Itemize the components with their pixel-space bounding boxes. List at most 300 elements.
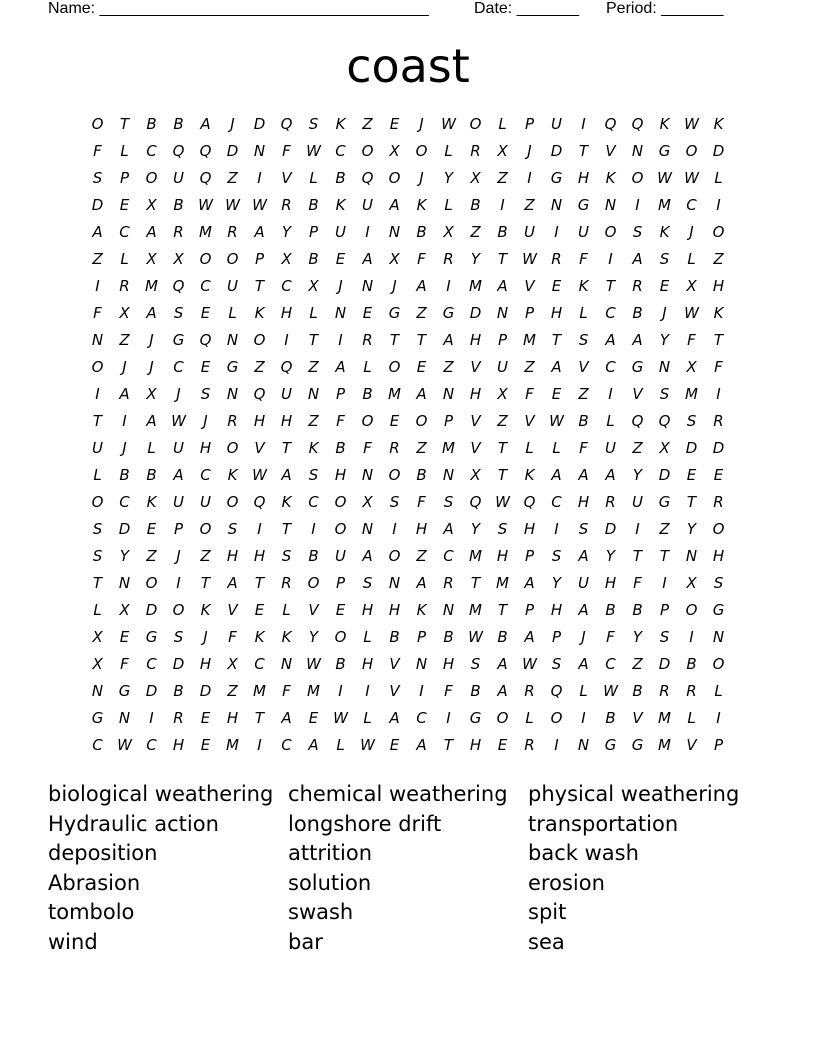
grid-letter[interactable]: G: [550, 169, 563, 187]
grid-letter[interactable]: J: [176, 547, 181, 565]
grid-letter[interactable]: S: [281, 547, 292, 565]
grid-letter[interactable]: V: [470, 358, 481, 376]
grid-letter[interactable]: M: [469, 277, 482, 295]
grid-letter[interactable]: E: [254, 601, 265, 619]
grid-letter[interactable]: C: [686, 196, 697, 214]
grid-letter[interactable]: X: [389, 250, 400, 268]
grid-letter[interactable]: G: [118, 682, 131, 700]
grid-letter[interactable]: W: [522, 250, 537, 268]
grid-letter[interactable]: H: [550, 601, 563, 619]
grid-letter[interactable]: L: [363, 358, 372, 376]
grid-letter[interactable]: A: [200, 115, 211, 133]
grid-letter[interactable]: F: [444, 682, 453, 700]
grid-letter[interactable]: Y: [551, 574, 562, 592]
grid-letter[interactable]: R: [632, 277, 643, 295]
grid-letter[interactable]: M: [469, 601, 482, 619]
grid-letter[interactable]: H: [361, 655, 374, 673]
grid-letter[interactable]: B: [362, 385, 373, 403]
grid-letter[interactable]: T: [605, 277, 616, 295]
grid-letter[interactable]: T: [713, 331, 724, 349]
grid-letter[interactable]: N: [496, 304, 509, 322]
grid-letter[interactable]: B: [416, 223, 427, 241]
grid-letter[interactable]: O: [604, 223, 617, 241]
grid-letter[interactable]: T: [470, 574, 481, 592]
grid-letter[interactable]: O: [91, 115, 104, 133]
grid-letter[interactable]: Z: [119, 331, 130, 349]
grid-letter[interactable]: N: [550, 196, 563, 214]
grid-letter[interactable]: C: [335, 142, 346, 160]
grid-letter[interactable]: T: [281, 520, 292, 538]
grid-letter[interactable]: Q: [199, 142, 212, 160]
grid-letter[interactable]: T: [254, 574, 265, 592]
grid-letter[interactable]: P: [524, 115, 535, 133]
grid-letter[interactable]: Z: [578, 385, 589, 403]
grid-letter[interactable]: P: [254, 250, 265, 268]
grid-letter[interactable]: P: [119, 169, 130, 187]
grid-letter[interactable]: I: [527, 169, 532, 187]
grid-letter[interactable]: D: [118, 520, 131, 538]
grid-letter[interactable]: Z: [254, 358, 265, 376]
grid-letter[interactable]: P: [551, 628, 562, 646]
grid-letter[interactable]: D: [253, 115, 266, 133]
grid-letter[interactable]: S: [497, 520, 508, 538]
grid-letter[interactable]: Y: [632, 466, 643, 484]
grid-letter[interactable]: S: [578, 520, 589, 538]
grid-letter[interactable]: G: [145, 628, 158, 646]
grid-letter[interactable]: L: [687, 709, 696, 727]
grid-letter[interactable]: O: [91, 358, 104, 376]
grid-letter[interactable]: O: [712, 655, 725, 673]
grid-letter[interactable]: G: [577, 196, 590, 214]
grid-letter[interactable]: H: [712, 277, 725, 295]
grid-letter[interactable]: K: [659, 115, 670, 133]
grid-letter[interactable]: Z: [443, 358, 454, 376]
grid-letter[interactable]: R: [443, 250, 454, 268]
grid-letter[interactable]: C: [200, 277, 211, 295]
grid-letter[interactable]: B: [308, 196, 319, 214]
grid-letter[interactable]: B: [173, 196, 184, 214]
grid-letter[interactable]: I: [257, 520, 262, 538]
grid-letter[interactable]: M: [253, 682, 266, 700]
grid-letter[interactable]: Q: [199, 169, 212, 187]
grid-letter[interactable]: V: [605, 142, 616, 160]
grid-letter[interactable]: C: [605, 304, 616, 322]
grid-letter[interactable]: A: [632, 250, 643, 268]
grid-letter[interactable]: J: [662, 304, 667, 322]
grid-letter[interactable]: W: [684, 115, 699, 133]
grid-letter[interactable]: B: [605, 709, 616, 727]
grid-letter[interactable]: M: [442, 439, 455, 457]
grid-letter[interactable]: E: [389, 736, 400, 754]
grid-letter[interactable]: E: [389, 115, 400, 133]
grid-letter[interactable]: R: [281, 574, 292, 592]
grid-letter[interactable]: O: [496, 709, 509, 727]
grid-letter[interactable]: U: [281, 385, 292, 403]
grid-letter[interactable]: R: [470, 142, 481, 160]
grid-letter[interactable]: I: [365, 223, 370, 241]
grid-letter[interactable]: D: [226, 142, 239, 160]
grid-letter[interactable]: N: [442, 601, 455, 619]
grid-letter[interactable]: J: [203, 628, 208, 646]
grid-letter[interactable]: T: [281, 439, 292, 457]
grid-letter[interactable]: C: [200, 466, 211, 484]
grid-letter[interactable]: R: [173, 223, 184, 241]
grid-letter[interactable]: X: [146, 385, 157, 403]
grid-letter[interactable]: M: [307, 682, 320, 700]
grid-letter[interactable]: B: [173, 115, 184, 133]
grid-letter[interactable]: W: [306, 142, 321, 160]
grid-letter[interactable]: U: [551, 115, 562, 133]
grid-letter[interactable]: V: [470, 412, 481, 430]
grid-letter[interactable]: Z: [227, 169, 238, 187]
grid-letter[interactable]: H: [442, 655, 455, 673]
grid-letter[interactable]: I: [689, 628, 694, 646]
grid-letter[interactable]: Y: [659, 331, 670, 349]
grid-letter[interactable]: T: [254, 709, 265, 727]
grid-letter[interactable]: Z: [146, 547, 157, 565]
grid-letter[interactable]: D: [658, 466, 671, 484]
grid-letter[interactable]: K: [254, 304, 265, 322]
grid-letter[interactable]: K: [335, 115, 346, 133]
grid-letter[interactable]: I: [608, 385, 613, 403]
grid-letter[interactable]: S: [578, 331, 589, 349]
grid-letter[interactable]: T: [416, 331, 427, 349]
grid-letter[interactable]: D: [469, 304, 482, 322]
grid-letter[interactable]: F: [714, 358, 723, 376]
grid-letter[interactable]: B: [605, 601, 616, 619]
grid-letter[interactable]: V: [389, 655, 400, 673]
grid-letter[interactable]: Y: [632, 628, 643, 646]
grid-letter[interactable]: O: [145, 574, 158, 592]
grid-letter[interactable]: F: [417, 493, 426, 511]
grid-letter[interactable]: W: [441, 115, 456, 133]
grid-letter[interactable]: A: [173, 466, 184, 484]
grid-letter[interactable]: G: [442, 304, 455, 322]
grid-letter[interactable]: A: [524, 628, 535, 646]
grid-letter[interactable]: X: [362, 493, 373, 511]
grid-letter[interactable]: T: [92, 574, 103, 592]
grid-letter[interactable]: A: [605, 466, 616, 484]
grid-letter[interactable]: P: [524, 304, 535, 322]
grid-letter[interactable]: E: [659, 277, 670, 295]
grid-letter[interactable]: W: [549, 412, 564, 430]
grid-letter[interactable]: I: [176, 574, 181, 592]
grid-letter[interactable]: J: [419, 169, 424, 187]
grid-letter[interactable]: J: [419, 115, 424, 133]
grid-letter[interactable]: E: [335, 601, 346, 619]
grid-letter[interactable]: H: [469, 736, 482, 754]
grid-letter[interactable]: S: [308, 115, 319, 133]
grid-letter[interactable]: U: [227, 277, 238, 295]
grid-letter[interactable]: Q: [361, 169, 374, 187]
grid-letter[interactable]: Z: [524, 196, 535, 214]
grid-letter[interactable]: S: [227, 520, 238, 538]
grid-letter[interactable]: X: [92, 655, 103, 673]
grid-letter[interactable]: W: [306, 655, 321, 673]
grid-letter[interactable]: N: [388, 223, 401, 241]
grid-letter[interactable]: I: [554, 520, 559, 538]
grid-letter[interactable]: U: [497, 358, 508, 376]
grid-letter[interactable]: G: [631, 736, 644, 754]
grid-letter[interactable]: L: [147, 439, 156, 457]
grid-letter[interactable]: A: [146, 304, 157, 322]
grid-letter[interactable]: E: [200, 358, 211, 376]
grid-letter[interactable]: F: [579, 439, 588, 457]
grid-letter[interactable]: N: [91, 331, 104, 349]
grid-letter[interactable]: L: [606, 412, 615, 430]
grid-letter[interactable]: K: [254, 628, 265, 646]
grid-letter[interactable]: P: [443, 412, 454, 430]
grid-letter[interactable]: J: [230, 115, 235, 133]
grid-letter[interactable]: J: [122, 439, 127, 457]
grid-letter[interactable]: T: [389, 331, 400, 349]
grid-letter[interactable]: W: [468, 628, 483, 646]
grid-letter[interactable]: F: [228, 628, 237, 646]
grid-letter[interactable]: W: [225, 196, 240, 214]
grid-letter[interactable]: N: [577, 736, 590, 754]
grid-letter[interactable]: E: [416, 358, 427, 376]
grid-letter[interactable]: D: [145, 682, 158, 700]
grid-letter[interactable]: R: [524, 736, 535, 754]
grid-letter[interactable]: V: [632, 709, 643, 727]
grid-letter[interactable]: G: [631, 358, 644, 376]
grid-letter[interactable]: R: [659, 682, 670, 700]
grid-letter[interactable]: N: [712, 628, 725, 646]
grid-letter[interactable]: A: [578, 547, 589, 565]
grid-letter[interactable]: M: [496, 574, 509, 592]
grid-letter[interactable]: D: [550, 142, 563, 160]
grid-letter[interactable]: W: [495, 493, 510, 511]
grid-letter[interactable]: I: [608, 250, 613, 268]
grid-letter[interactable]: R: [443, 574, 454, 592]
grid-letter[interactable]: O: [361, 142, 374, 160]
grid-letter[interactable]: H: [496, 547, 509, 565]
grid-letter[interactable]: X: [146, 196, 157, 214]
grid-letter[interactable]: A: [146, 412, 157, 430]
grid-letter[interactable]: A: [362, 250, 373, 268]
grid-letter[interactable]: I: [635, 520, 640, 538]
grid-letter[interactable]: V: [524, 412, 535, 430]
grid-letter[interactable]: T: [497, 439, 508, 457]
grid-letter[interactable]: O: [550, 709, 563, 727]
grid-letter[interactable]: Z: [524, 358, 535, 376]
grid-letter[interactable]: N: [118, 574, 131, 592]
grid-letter[interactable]: U: [200, 493, 211, 511]
grid-letter[interactable]: C: [254, 655, 265, 673]
grid-letter[interactable]: I: [257, 736, 262, 754]
grid-letter[interactable]: W: [603, 682, 618, 700]
grid-letter[interactable]: H: [577, 169, 590, 187]
grid-letter[interactable]: I: [500, 196, 505, 214]
grid-letter[interactable]: L: [363, 709, 372, 727]
grid-letter[interactable]: B: [686, 655, 697, 673]
grid-letter[interactable]: I: [284, 331, 289, 349]
grid-letter[interactable]: C: [443, 547, 454, 565]
grid-letter[interactable]: A: [443, 520, 454, 538]
grid-letter[interactable]: H: [253, 547, 266, 565]
grid-letter[interactable]: O: [631, 169, 644, 187]
grid-letter[interactable]: Z: [308, 412, 319, 430]
grid-letter[interactable]: Q: [604, 115, 617, 133]
grid-letter[interactable]: S: [200, 385, 211, 403]
grid-letter[interactable]: N: [631, 142, 644, 160]
date-field[interactable]: Date: _______: [474, 0, 579, 17]
grid-letter[interactable]: H: [577, 493, 590, 511]
grid-letter[interactable]: N: [334, 304, 347, 322]
grid-letter[interactable]: T: [686, 493, 697, 511]
grid-letter[interactable]: W: [117, 736, 132, 754]
grid-letter[interactable]: O: [226, 250, 239, 268]
grid-letter[interactable]: K: [200, 601, 211, 619]
grid-letter[interactable]: B: [146, 115, 157, 133]
grid-letter[interactable]: X: [470, 169, 481, 187]
grid-letter[interactable]: V: [470, 439, 481, 457]
grid-letter[interactable]: X: [686, 574, 697, 592]
grid-letter[interactable]: B: [470, 682, 481, 700]
grid-letter[interactable]: O: [361, 412, 374, 430]
grid-letter[interactable]: C: [173, 358, 184, 376]
grid-letter[interactable]: G: [712, 601, 725, 619]
grid-letter[interactable]: I: [419, 682, 424, 700]
grid-letter[interactable]: A: [497, 682, 508, 700]
grid-letter[interactable]: O: [334, 520, 347, 538]
grid-letter[interactable]: W: [333, 709, 348, 727]
grid-letter[interactable]: I: [311, 520, 316, 538]
grid-letter[interactable]: Z: [497, 412, 508, 430]
grid-letter[interactable]: H: [550, 304, 563, 322]
grid-letter[interactable]: E: [146, 520, 157, 538]
grid-letter[interactable]: N: [388, 574, 401, 592]
grid-letter[interactable]: L: [579, 304, 588, 322]
grid-letter[interactable]: W: [171, 412, 186, 430]
grid-letter[interactable]: H: [523, 520, 536, 538]
grid-letter[interactable]: E: [335, 250, 346, 268]
grid-letter[interactable]: K: [308, 439, 319, 457]
grid-letter[interactable]: M: [523, 331, 536, 349]
grid-letter[interactable]: X: [497, 385, 508, 403]
grid-letter[interactable]: I: [635, 196, 640, 214]
grid-letter[interactable]: J: [392, 277, 397, 295]
grid-letter[interactable]: B: [308, 547, 319, 565]
grid-letter[interactable]: O: [253, 331, 266, 349]
grid-letter[interactable]: N: [91, 682, 104, 700]
grid-letter[interactable]: F: [282, 682, 291, 700]
grid-letter[interactable]: Z: [632, 655, 643, 673]
grid-letter[interactable]: A: [281, 466, 292, 484]
grid-letter[interactable]: J: [338, 277, 343, 295]
grid-letter[interactable]: C: [605, 358, 616, 376]
grid-letter[interactable]: R: [281, 196, 292, 214]
grid-letter[interactable]: K: [605, 169, 616, 187]
grid-letter[interactable]: K: [713, 115, 724, 133]
grid-letter[interactable]: L: [120, 142, 129, 160]
grid-letter[interactable]: Z: [497, 169, 508, 187]
grid-letter[interactable]: S: [389, 493, 400, 511]
grid-letter[interactable]: C: [92, 736, 103, 754]
grid-letter[interactable]: H: [226, 547, 239, 565]
grid-letter[interactable]: I: [446, 277, 451, 295]
grid-letter[interactable]: E: [713, 466, 724, 484]
grid-letter[interactable]: A: [227, 574, 238, 592]
grid-letter[interactable]: X: [686, 358, 697, 376]
grid-letter[interactable]: A: [497, 655, 508, 673]
grid-letter[interactable]: E: [119, 196, 130, 214]
grid-letter[interactable]: H: [469, 385, 482, 403]
grid-letter[interactable]: D: [685, 439, 698, 457]
grid-letter[interactable]: A: [416, 385, 427, 403]
grid-letter[interactable]: Q: [631, 412, 644, 430]
grid-letter[interactable]: P: [335, 574, 346, 592]
grid-letter[interactable]: X: [119, 304, 130, 322]
grid-letter[interactable]: G: [172, 331, 185, 349]
grid-letter[interactable]: H: [334, 466, 347, 484]
grid-letter[interactable]: E: [551, 277, 562, 295]
grid-letter[interactable]: U: [605, 439, 616, 457]
grid-letter[interactable]: F: [525, 385, 534, 403]
grid-letter[interactable]: S: [659, 628, 670, 646]
grid-letter[interactable]: B: [119, 466, 130, 484]
grid-letter[interactable]: N: [604, 196, 617, 214]
grid-letter[interactable]: S: [173, 628, 184, 646]
grid-letter[interactable]: I: [662, 574, 667, 592]
grid-letter[interactable]: B: [335, 439, 346, 457]
grid-letter[interactable]: I: [338, 331, 343, 349]
grid-letter[interactable]: H: [361, 601, 374, 619]
grid-letter[interactable]: E: [686, 466, 697, 484]
grid-letter[interactable]: X: [443, 223, 454, 241]
grid-letter[interactable]: N: [226, 385, 239, 403]
grid-letter[interactable]: L: [525, 709, 534, 727]
grid-letter[interactable]: Z: [470, 223, 481, 241]
grid-letter[interactable]: O: [334, 493, 347, 511]
grid-letter[interactable]: A: [416, 277, 427, 295]
grid-letter[interactable]: S: [308, 466, 319, 484]
grid-letter[interactable]: A: [605, 331, 616, 349]
grid-letter[interactable]: A: [389, 709, 400, 727]
grid-letter[interactable]: P: [659, 601, 670, 619]
grid-letter[interactable]: Y: [281, 223, 292, 241]
grid-letter[interactable]: L: [282, 601, 291, 619]
grid-letter[interactable]: Q: [172, 277, 185, 295]
grid-letter[interactable]: O: [685, 142, 698, 160]
grid-letter[interactable]: H: [226, 709, 239, 727]
grid-letter[interactable]: I: [581, 709, 586, 727]
grid-letter[interactable]: C: [146, 142, 157, 160]
grid-letter[interactable]: U: [578, 223, 589, 241]
grid-letter[interactable]: O: [226, 439, 239, 457]
grid-letter[interactable]: Q: [280, 115, 293, 133]
grid-letter[interactable]: V: [227, 601, 238, 619]
grid-letter[interactable]: X: [659, 439, 670, 457]
grid-letter[interactable]: Z: [416, 547, 427, 565]
grid-letter[interactable]: X: [470, 466, 481, 484]
grid-letter[interactable]: B: [173, 682, 184, 700]
grid-letter[interactable]: U: [578, 574, 589, 592]
grid-letter[interactable]: J: [176, 385, 181, 403]
grid-letter[interactable]: D: [145, 601, 158, 619]
grid-letter[interactable]: S: [362, 574, 373, 592]
grid-letter[interactable]: H: [604, 574, 617, 592]
grid-letter[interactable]: X: [281, 250, 292, 268]
grid-letter[interactable]: F: [633, 574, 642, 592]
grid-letter[interactable]: T: [443, 736, 454, 754]
grid-letter[interactable]: N: [118, 709, 131, 727]
grid-letter[interactable]: A: [551, 466, 562, 484]
grid-letter[interactable]: R: [524, 682, 535, 700]
grid-letter[interactable]: G: [658, 142, 671, 160]
grid-letter[interactable]: H: [388, 601, 401, 619]
grid-letter[interactable]: E: [362, 304, 373, 322]
